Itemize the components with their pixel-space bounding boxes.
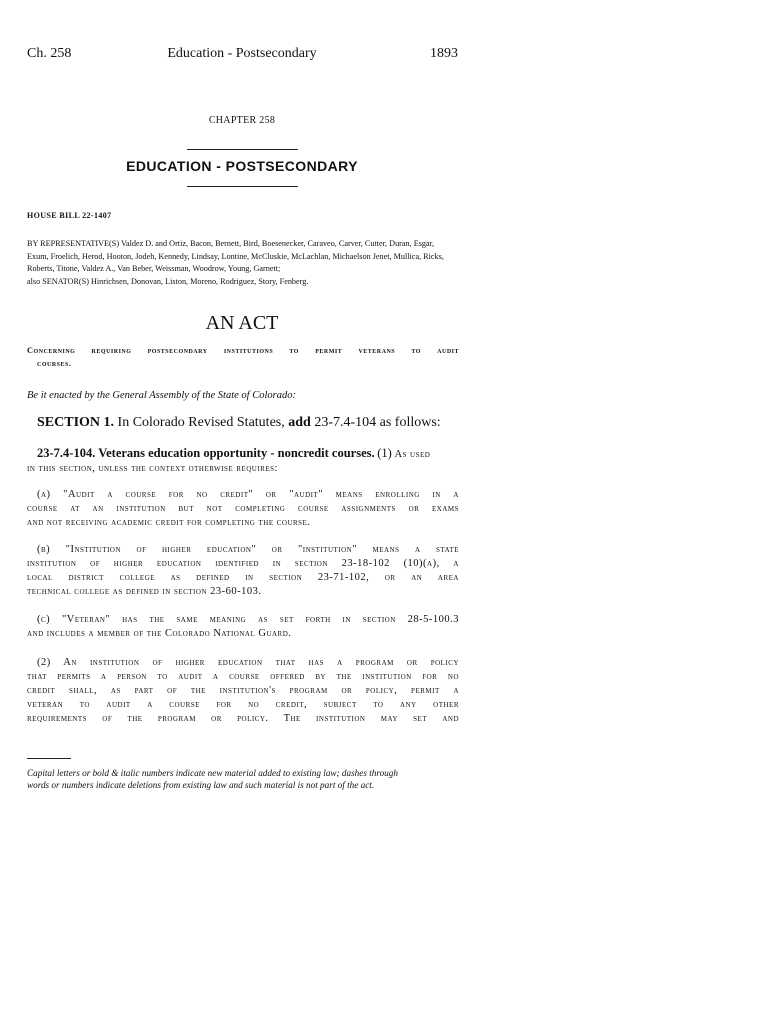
sponsors-block: [27, 238, 459, 288]
statute-text: credit shall, as part of the institution's program or policy, permit a: [27, 685, 459, 696]
bill-number: HOUSE BILL 22-1407: [27, 211, 112, 220]
footnote: [27, 767, 459, 791]
footnote-rule: [27, 758, 71, 759]
statute-text: local district college as defined in section 23-71-102, or an area: [27, 572, 459, 583]
statute-text: and not receiving academic credit for completing the course.: [27, 517, 311, 528]
subsection-2: [27, 656, 459, 726]
sponsors-line: Roberts, Titone, Valdez A., Van Beber, Weissman, Woodrow, Young, Garnett;: [27, 264, 281, 273]
statute-text: (2) An institution of higher education that has a program or policy: [37, 657, 459, 668]
footnote-line: Capital letters or bold & italic numbers indicate new material added to existing law; dashes through: [27, 768, 398, 778]
paragraph-a: [27, 488, 459, 530]
subsection-number: (1): [377, 446, 392, 460]
running-title-header: Education - Postsecondary: [167, 46, 317, 61]
paragraph-b: [27, 543, 459, 599]
concerning-line: Concerning requiring postsecondary institutions to permit veterans to audit: [27, 346, 459, 355]
footnote-line: words or numbers indicate deletions from existing law and such material is not part of the act.: [27, 780, 375, 790]
title-rule-top: [187, 149, 298, 150]
statute-text: veteran to audit a course for no credit, subject to any other: [27, 699, 459, 710]
chapter-number-header: Ch. 258: [27, 46, 72, 61]
sponsors-line: Exum, Froelich, Herod, Hooton, Jodeh, Kennedy, Lindsay, Lontine, McCluskie, McLachlan, Michaelson Jenet, Mullica, Ricks,: [27, 251, 444, 261]
section-add-keyword: add: [288, 415, 311, 430]
statute-text: (c) "Veteran" has the same meaning as set forth in section 28-5-100.3: [37, 614, 459, 625]
concerning-clause: [27, 344, 459, 370]
statute-text: institution of higher education identified in section 23-18-102 (10)(a), a: [27, 558, 459, 569]
section-text: In Colorado Revised Statutes,: [117, 415, 285, 430]
statute-text: As used: [394, 449, 431, 460]
act-heading: AN ACT: [205, 312, 279, 334]
statute-text: (b) "Institution of higher education" or "institution" means a state: [37, 544, 459, 555]
sponsors-line: also SENATOR(S) Hinrichsen, Donovan, Liston, Moreno, Rodriguez, Story, Fenberg.: [27, 276, 309, 286]
section-1: [37, 415, 441, 431]
statute-text: requirements of the program or policy. The institution may set and: [27, 713, 459, 724]
section-label: SECTION 1.: [37, 415, 115, 430]
statute-text: technical college as defined in section 23-60-103.: [27, 586, 262, 597]
statute-text: and includes a member of the Colorado National Guard.: [27, 628, 292, 639]
title-rule-bottom: [187, 186, 298, 187]
statute-heading: 23-7.4-104. Veterans education opportunity - noncredit courses.: [37, 446, 375, 460]
document-title: EDUCATION - POSTSECONDARY: [126, 158, 358, 174]
statute-text: in this section, unless the context otherwise requires:: [27, 463, 278, 474]
chapter-label: CHAPTER 258: [208, 115, 276, 126]
enacting-clause: Be it enacted by the General Assembly of the State of Colorado:: [27, 390, 296, 401]
statute-text: that permits a person to audit a course offered by the institution for no: [27, 671, 459, 682]
statute-text: course at an institution but not completing course assignments or exams: [27, 503, 459, 514]
sponsors-line: BY REPRESENTATIVE(S) Valdez D. and Ortiz, Bacon, Bernett, Bird, Boesenecker, Caraveo, Carver, Cutter, Duran, Esgar,: [27, 239, 435, 248]
statute-text: (a) "Audit a course for no credit" or "audit" means enrolling in a: [37, 489, 459, 500]
paragraph-c: [27, 613, 459, 641]
concerning-line: courses.: [37, 359, 72, 368]
page-number: 1893: [430, 46, 458, 61]
section-text: 23-7.4-104 as follows:: [314, 415, 441, 430]
statute-paragraph-1: [27, 446, 459, 476]
